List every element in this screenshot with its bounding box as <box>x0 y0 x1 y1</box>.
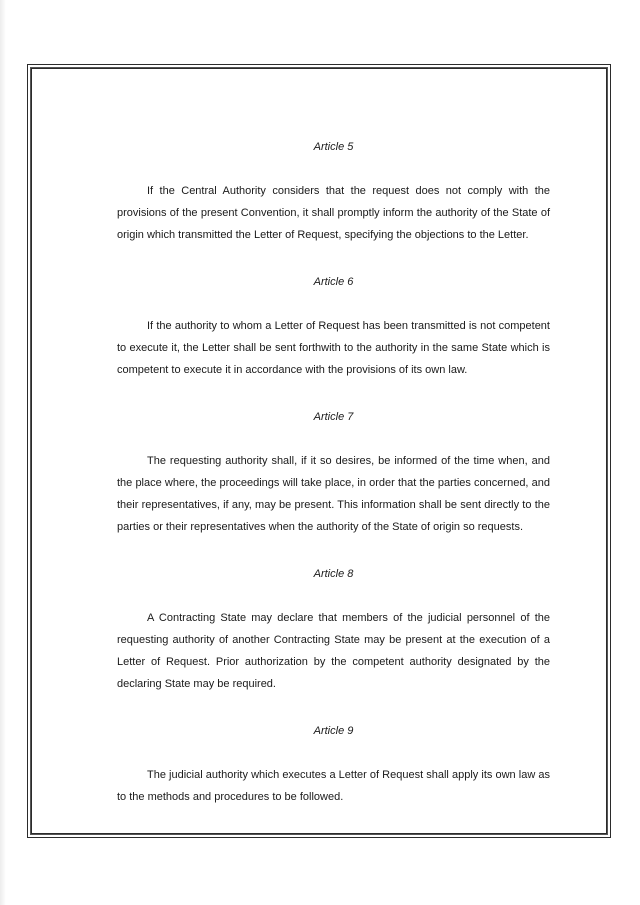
article-paragraph: The requesting authority shall, if it so desires, be informed of the time when, and the place where, the proceedings will take place, in order that the parties concerned, and their representatives, if any, may be present. This information shall be sent directly to the parties or their representatives when the authority of the State of origin so requests. <box>117 455 550 533</box>
article-heading: Article 5 <box>313 141 354 153</box>
article-paragraph: If the Central Authority considers that the request does not comply with the provisions of the present Convention, it shall promptly inform the authority of the State of origin which transmitted the Letter of Request, specifying the objections to the Letter. <box>117 185 550 241</box>
article-paragraph: The judicial authority which executes a Letter of Request shall apply its own law as to the methods and procedures to be followed. <box>117 769 550 803</box>
scan-edge <box>0 0 6 905</box>
article-6 <box>117 275 550 381</box>
article-8 <box>117 567 550 695</box>
article-paragraph: If the authority to whom a Letter of Request has been transmitted is not competent to execute it, the Letter shall be sent forthwith to the authority in the same State which is competent to execute it in accordance with the provisions of its own law. <box>117 320 550 376</box>
document-body <box>117 140 550 808</box>
article-heading: Article 8 <box>313 568 354 580</box>
article-heading: Article 7 <box>313 411 354 423</box>
article-9 <box>117 724 550 808</box>
article-heading: Article 9 <box>313 725 354 737</box>
article-7 <box>117 410 550 538</box>
article-paragraph: A Contracting State may declare that members of the judicial personnel of the requesting authority of another Contracting State may be present at the execution of a Letter of Request. Prior authorization by the competent authority designated by the declaring State may be required. <box>117 612 550 690</box>
article-heading: Article 6 <box>313 276 354 288</box>
article-5 <box>117 140 550 246</box>
